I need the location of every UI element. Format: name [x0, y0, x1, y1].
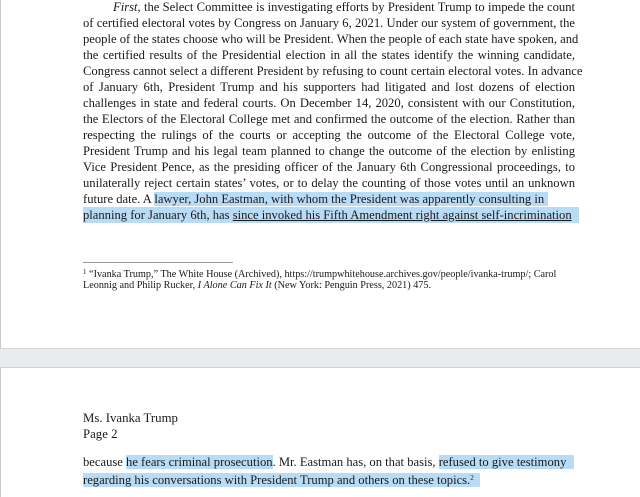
paragraph-line-6: of January 6th, President Trump and his supporters had litigated and lost dozens of election: [83, 80, 575, 94]
highlighted-text[interactable]: refused to give testimony: [439, 455, 575, 469]
footnote-text: Leonnig and Philip Rucker,: [83, 280, 198, 291]
footnote-text: “Ivanka Trump,” The White House (Archived), https://trumpwhitehouse.archives.gov/people/ivanka-trump/; Carol: [86, 269, 557, 280]
paragraph-line-11: Vice President Pence, as the presiding officer of the January 6th Congressional proceedings, to: [83, 160, 575, 174]
first-word-italic: First: [113, 0, 138, 14]
highlighted-text: planning for January 6th, has: [83, 208, 233, 222]
page-number: Page 2: [83, 427, 118, 441]
highlighted-text[interactable]: [83, 473, 480, 487]
footnote-separator: [83, 262, 233, 263]
paragraph-line-4: the certified results of the Presidential election in all the states identify the winning candidate,: [83, 48, 575, 62]
paragraph-line-14[interactable]: [83, 207, 579, 223]
page2-line-1: [83, 454, 574, 470]
page-break: [0, 348, 640, 368]
footnote-text: (New York: Penguin Press, 2021) 475.: [271, 280, 432, 291]
footnote-1-line-2: [83, 279, 583, 293]
highlighted-text[interactable]: he fears criminal prosecution: [126, 455, 273, 469]
line-text: because: [83, 455, 127, 469]
paragraph-line-1: [83, 0, 575, 15]
paragraph-line-13: [83, 191, 575, 207]
paragraph-line-3: people of the states choose who will be President. When the people of each state have spoken, and: [83, 32, 579, 46]
paragraph-line-8: the Electors of the Electoral College met and confirmed the outcome of the election. Rather than: [83, 112, 575, 126]
recipient-name: Ms. Ivanka Trump: [83, 411, 178, 425]
line-text: regarding his conversations with President Trump and others on these topics.: [83, 473, 471, 487]
footnote-ref: 2: [470, 474, 474, 482]
letter-page-2: [0, 368, 640, 497]
line-text: , the Select Committee is investigating efforts by President Trump to impede the count: [137, 0, 575, 14]
line-text: future date. A: [83, 192, 155, 206]
paragraph-line-7: challenges in state and federal courts. On December 14, 2020, consistent with our Constitution,: [83, 96, 575, 110]
underlined-highlighted-text: since invoked his Fifth Amendment right against self-incrimination: [232, 208, 572, 222]
book-title-italic: I Alone Can Fix It: [197, 280, 272, 291]
footnote-number: 1: [83, 268, 87, 276]
paragraph-line-9: respecting the rulings of the courts or accepting the outcome of the Electoral College vote,: [83, 128, 575, 142]
paragraph-line-10: President Trump and his legal team planned to change the outcome of the election by enlisting: [83, 144, 575, 158]
paragraph-line-12: unilaterally reject certain states’ votes, or to delay the counting of those votes until an unknown: [83, 176, 575, 190]
paragraph-line-2: of certified electoral votes by Congress on January 6, 2021. Under our system of government, the: [83, 16, 575, 30]
page2-line-2: [83, 470, 480, 488]
highlighted-text[interactable]: lawyer, John Eastman, with whom the President was apparently consulting in: [154, 192, 548, 206]
paragraph-line-5: Congress cannot select a different President by refusing to count certain electoral votes. In advance: [83, 64, 583, 78]
line-text: . Mr. Eastman has, on that basis,: [272, 455, 439, 469]
